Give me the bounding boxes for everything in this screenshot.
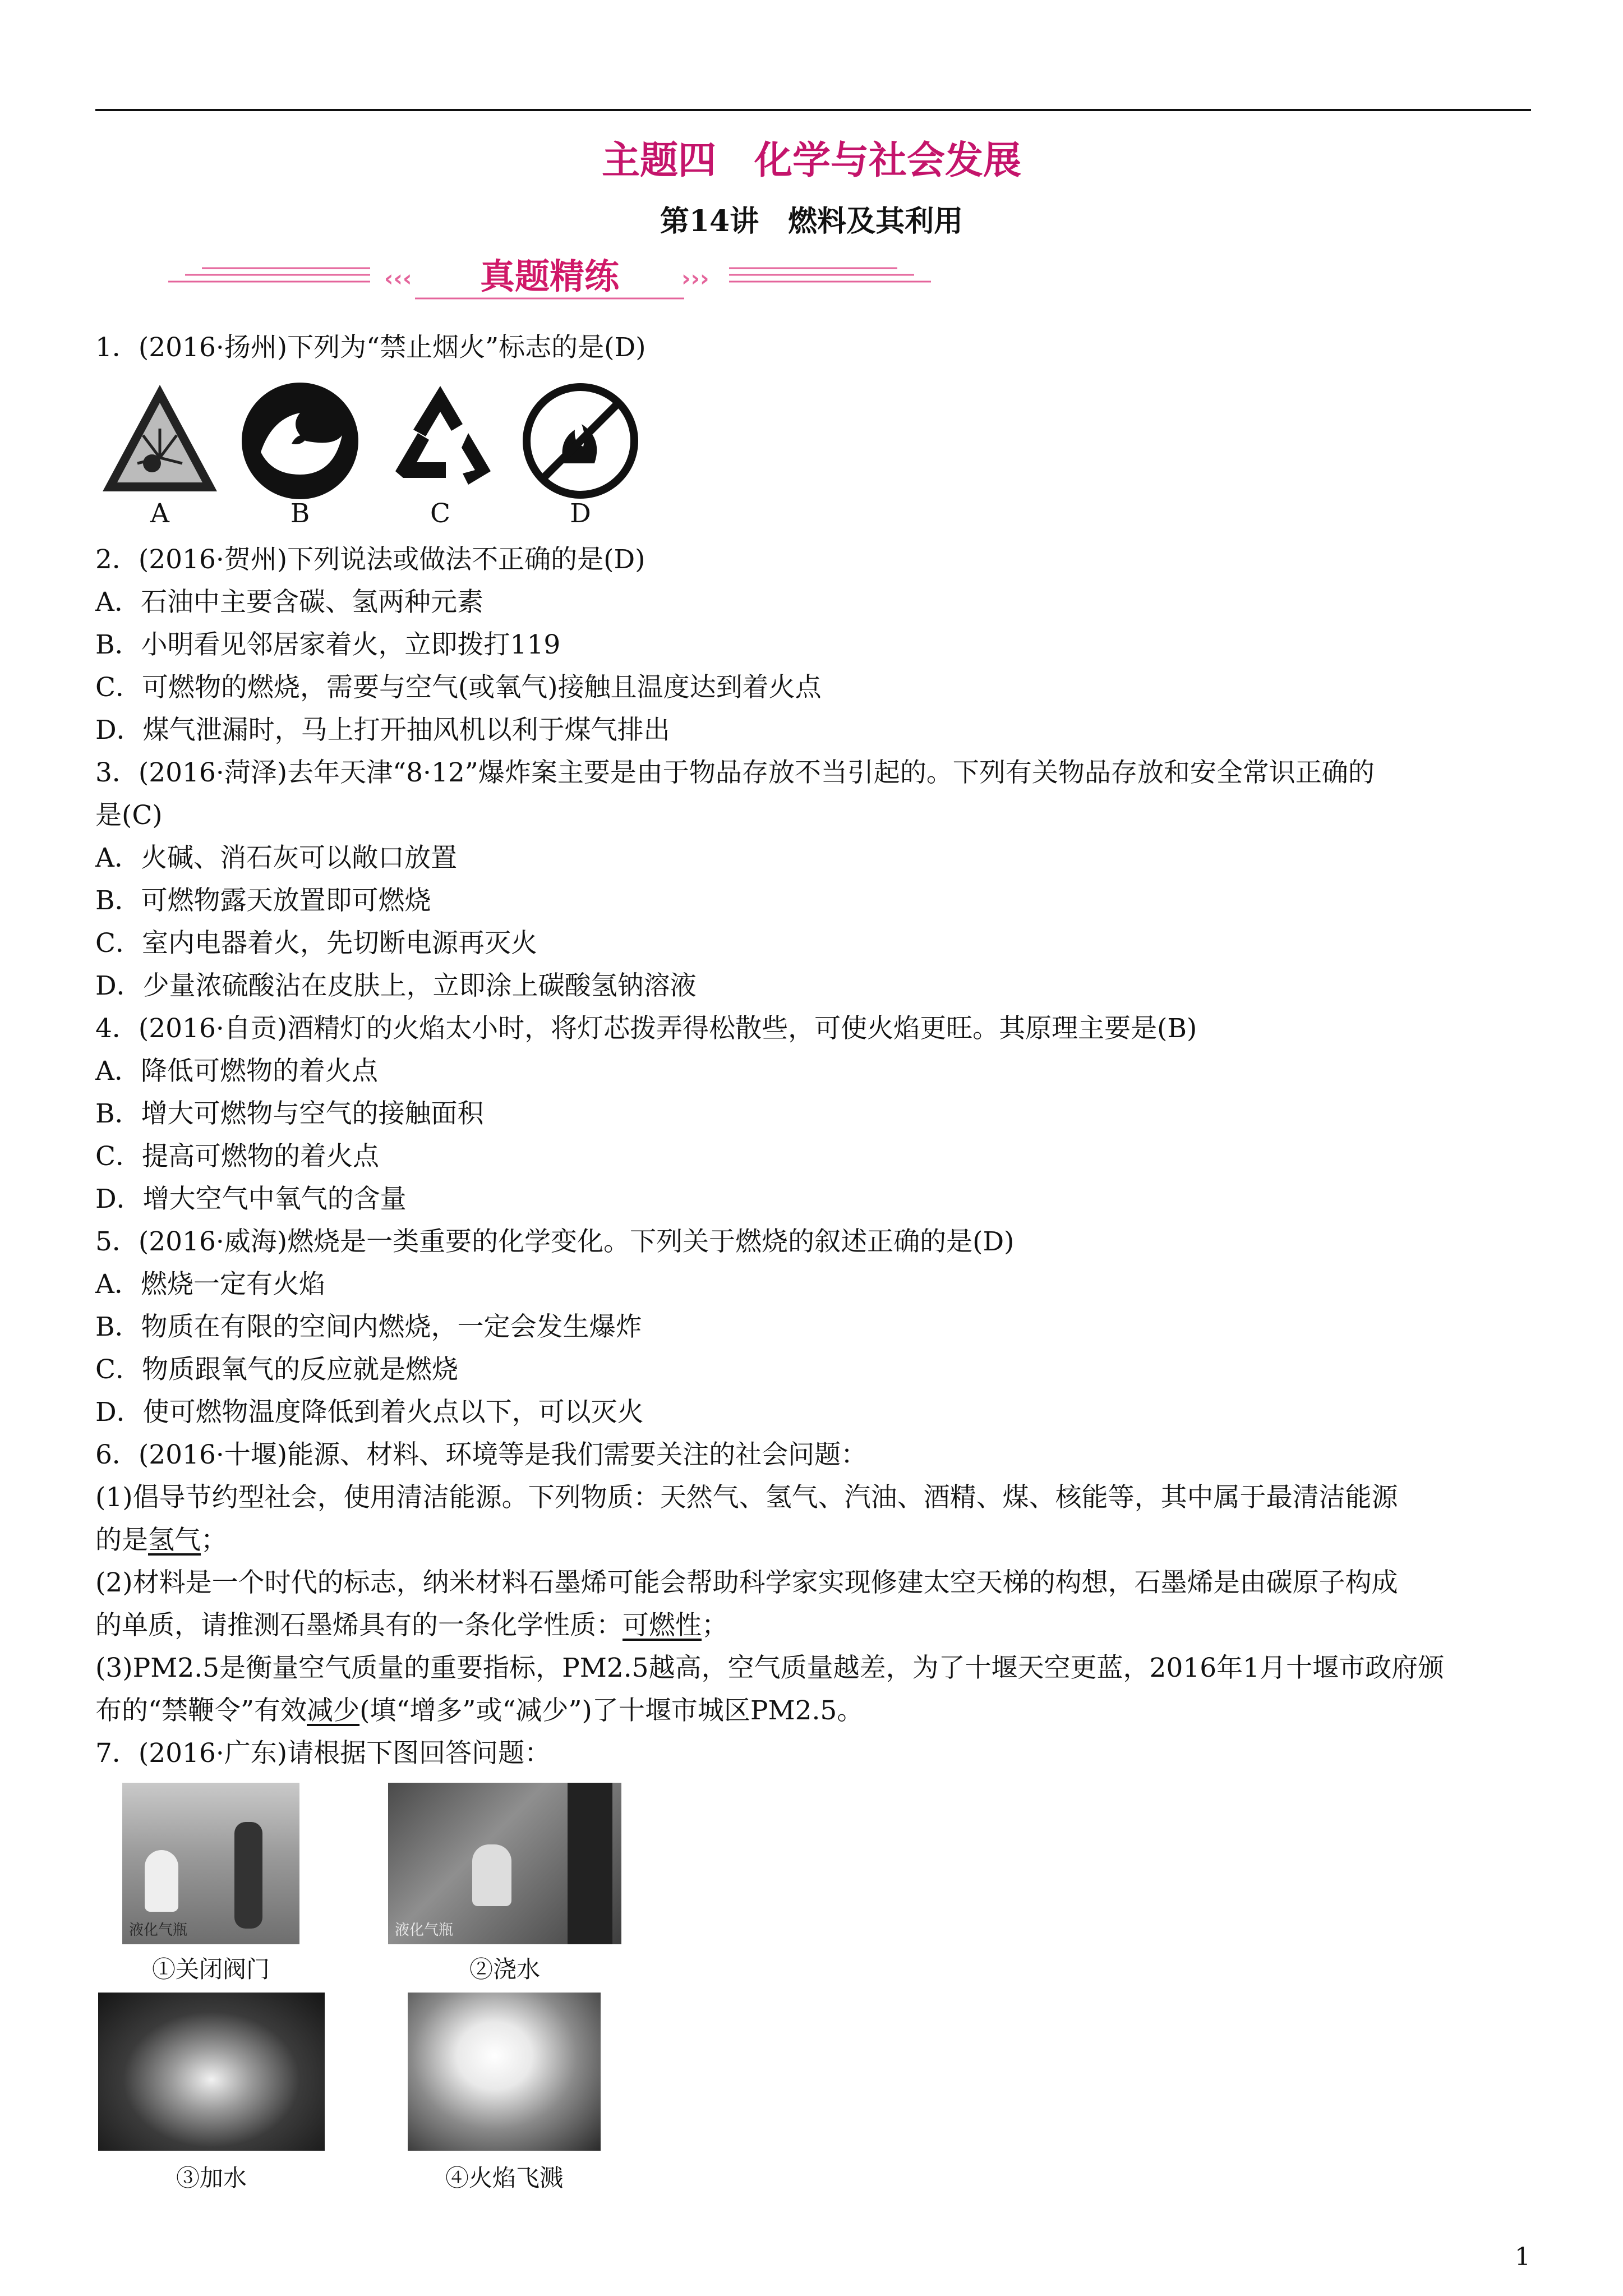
q1-option-c-label: C <box>430 498 450 529</box>
q1-option-d-label: D <box>570 498 591 529</box>
photo-1-label: 液化气瓶 <box>129 1922 188 1939</box>
lecture-title: 第14讲 燃料及其利用 <box>660 204 963 238</box>
q1-stem: 1．(2016·扬州)下列为“禁止烟火”标志的是(D) <box>95 332 646 363</box>
q5-option-b: B．物质在有限的空间内燃烧，一定会发生爆炸 <box>95 1312 642 1342</box>
q6-part1-line2 <box>95 1522 1531 1558</box>
section-banner <box>168 251 931 307</box>
q4-option-d: D．增大空气中氧气的含量 <box>95 1184 407 1214</box>
q3-option-a: A．火碱、消石灰可以敞口放置 <box>95 843 457 873</box>
q6-part3-line1: (3)PM2.5是衡量空气质量的重要指标，PM2.5越高，空气质量越差，为了十堰天空更蓝，2016年1月十堰市政府颁 <box>95 1653 1445 1683</box>
q4-stem: 4．(2016·自贡)酒精灯的火焰太小时，将灯芯拨弄得松散些，可使火焰更旺。其原理主要是(B) <box>95 1013 1197 1044</box>
header-rule <box>95 109 1531 111</box>
q2-option-a: A．石油中主要含碳、氢两种元素 <box>95 587 483 618</box>
q2-option-d: D．煤气泄漏时，马上打开抽风机以利于煤气排出 <box>95 715 670 746</box>
q5-option-d: D．使可燃物温度降低到着火点以下，可以灭火 <box>95 1397 644 1428</box>
explosive-warning-icon <box>98 379 222 503</box>
q3-stem-line1: 3．(2016·菏泽)去年天津“8·12”爆炸案主要是由于物品存放不当引起的。下列有关物品存放和安全常识正确的 <box>95 757 1375 788</box>
page-number: 1 <box>1515 2243 1530 2271</box>
q6-part3-line2 <box>95 1693 1531 1729</box>
q2-option-c: C．可燃物的燃烧，需要与空气(或氧气)接触且温度达到着火点 <box>95 672 822 703</box>
photo-4-caption: ④火焰飞溅 <box>445 2164 563 2192</box>
photo-pour-water <box>388 1783 621 1944</box>
q6-stem: 6．(2016·十堰)能源、材料、环境等是我们需要关注的社会问题： <box>95 1439 868 1470</box>
photo-2-label: 液化气瓶 <box>395 1922 454 1939</box>
q6-part2-prefix: 的单质，请推测石墨烯具有的一条化学性质： <box>95 1610 623 1641</box>
q6-part2-answer: 可燃性 <box>623 1610 702 1641</box>
q6-part1-answer: 氢气 <box>148 1525 201 1556</box>
photo-3-caption: ③加水 <box>176 2164 247 2192</box>
photo-close-valve <box>122 1783 299 1944</box>
theme-title: 主题四 化学与社会发展 <box>601 138 1021 183</box>
photo-2-caption: ②浇水 <box>469 1955 540 1983</box>
q5-stem: 5．(2016·威海)燃烧是一类重要的化学变化。下列关于燃烧的叙述正确的是(D) <box>95 1226 1015 1257</box>
q4-option-a: A．降低可燃物的着火点 <box>95 1056 378 1087</box>
q6-part2-line1: (2)材料是一个时代的标志，纳米材料石墨烯可能会帮助科学家实现修建太空天梯的构想，石墨烯是由碳原子构成 <box>95 1567 1398 1598</box>
q5-option-c: C．物质跟氧气的反应就是燃烧 <box>95 1354 458 1385</box>
q2-stem: 2．(2016·贺州)下列说法或做法不正确的是(D) <box>95 544 645 575</box>
photo-add-water <box>98 1993 325 2151</box>
q6-part1-prefix: 的是 <box>95 1525 148 1556</box>
q6-part1-line1: (1)倡导节约型社会，使用清洁能源。下列物质：天然气、氢气、汽油、酒精、煤、核能等，其中属于最清洁能源 <box>95 1482 1398 1513</box>
q3-option-b: B．可燃物露天放置即可燃烧 <box>95 885 431 916</box>
q4-option-c: C．提高可燃物的着火点 <box>95 1141 379 1172</box>
q1-option-b-label: B <box>290 498 310 529</box>
q4-option-b: B．增大可燃物与空气的接触面积 <box>95 1098 484 1129</box>
q7-stem: 7．(2016·广东)请根据下图回答问题： <box>95 1738 551 1769</box>
flammable-icon <box>238 379 362 503</box>
q6-part2-line2 <box>95 1608 1531 1644</box>
photo-flame-splash <box>408 1993 601 2151</box>
q1-option-a-label: A <box>150 498 169 529</box>
q5-option-a: A．燃烧一定有火焰 <box>95 1269 325 1300</box>
q6-part2-suffix: ； <box>702 1610 728 1641</box>
photo-1-caption: ①关闭阀门 <box>151 1955 270 1983</box>
q3-option-c: C．室内电器着火，先切断电源再灭火 <box>95 928 537 959</box>
q2-option-b: B．小明看见邻居家着火，立即拨打119 <box>95 629 561 660</box>
no-fire-icon <box>519 379 642 503</box>
q6-part1-suffix: ； <box>201 1525 227 1556</box>
q6-part3-suffix: (填“增多”或“减少”)了十堰市城区PM2.5。 <box>359 1695 864 1726</box>
q3-stem-line2: 是(C) <box>95 800 163 831</box>
banner-label: 真题精练 <box>479 256 620 297</box>
q6-part3-prefix: 布的“禁鞭令”有效 <box>95 1695 307 1726</box>
svg-text:›››: ››› <box>681 266 709 292</box>
svg-text:‹‹‹: ‹‹‹ <box>384 266 412 292</box>
q3-option-d: D．少量浓硫酸沾在皮肤上，立即涂上碳酸氢钠溶液 <box>95 970 697 1001</box>
q6-part3-answer: 减少 <box>307 1695 360 1726</box>
recycle-icon <box>379 379 502 503</box>
